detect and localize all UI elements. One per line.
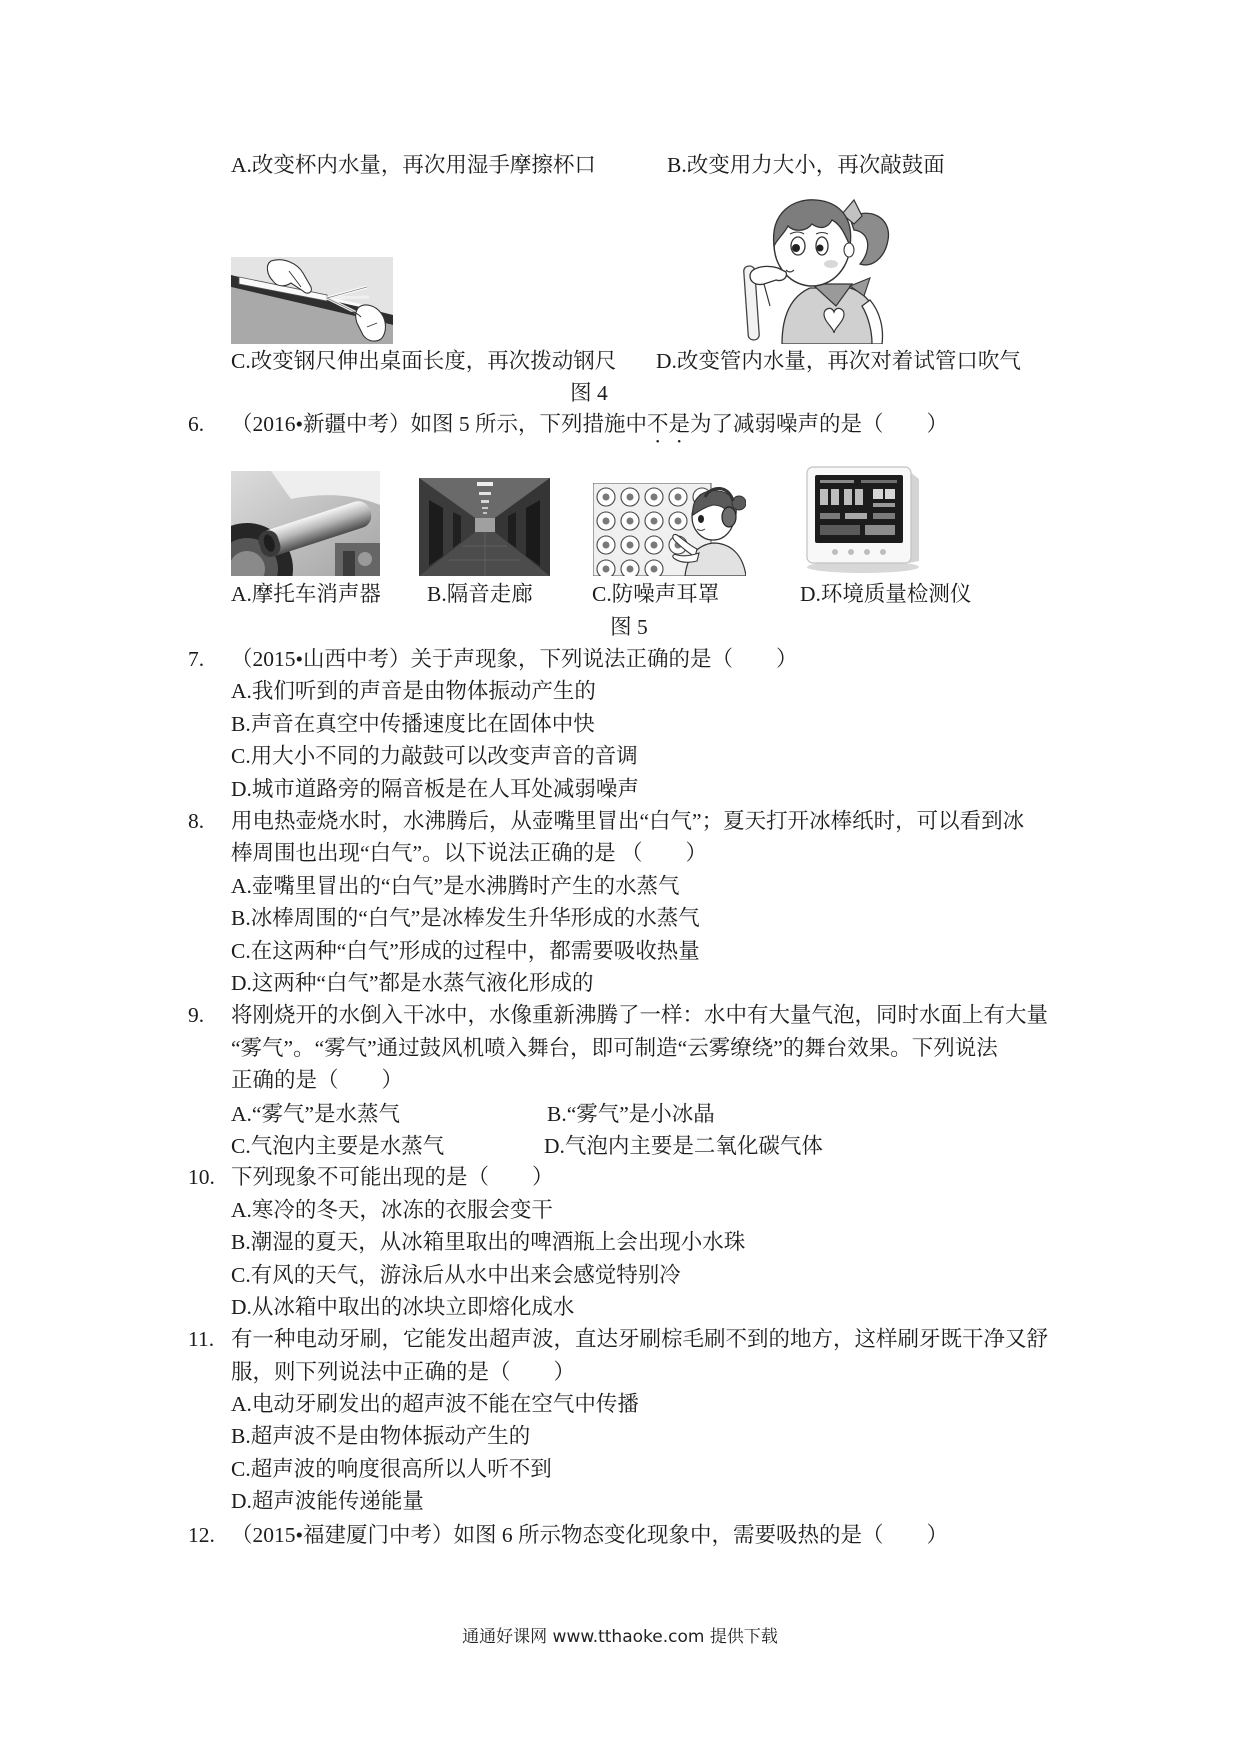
q10-option-c: C.有风的天气，游泳后从水中出来会感觉特别冷 xyxy=(231,1263,681,1287)
q6-stem-after: 为了减弱噪声的是（ ） xyxy=(690,412,949,436)
q8-option-a: A.壶嘴里冒出的“白气”是水沸腾时产生的水蒸气 xyxy=(231,874,680,898)
q8-stem-line-2: 棒周围也出现“白气”。以下说法正确的是 （ ） xyxy=(231,841,707,865)
q9-option-d: D.气泡内主要是二氧化碳气体 xyxy=(544,1134,823,1158)
q12-number: 12. xyxy=(188,1523,215,1547)
steel-ruler-image xyxy=(231,257,393,344)
fig4-option-d: D.改变管内水量，再次对着试管口吹气 xyxy=(656,349,1021,373)
corridor-end xyxy=(475,518,495,532)
q8-option-c: C.在这两种“白气”形成的过程中，都需要吸收热量 xyxy=(231,939,700,963)
soundproof-corridor-image xyxy=(419,478,550,576)
q9-stem-line-1: 将刚烧开的水倒入干冰中，水像重新沸腾了一样：水中有大量气泡，同时水面上有大量 xyxy=(231,1003,1049,1027)
girl-blowing-tube-image xyxy=(732,184,894,344)
q10-stem: 下列现象不可能出现的是（ ） xyxy=(231,1165,554,1189)
q9-number: 9. xyxy=(188,1003,205,1027)
environment-monitor-image xyxy=(795,461,927,576)
page-footer: 通通好课网 www.tthaoke.com 提供下载 xyxy=(462,1627,778,1647)
q11-stem-line-2: 服，则下列说法中正确的是（ ） xyxy=(231,1360,576,1384)
q7-stem: （2015•山西中考）关于声现象，下列说法正确的是（ ） xyxy=(231,647,798,671)
figure-5-caption: 图 5 xyxy=(610,615,648,639)
q7-option-d: D.城市道路旁的隔音板是在人耳处减弱噪声 xyxy=(231,777,639,801)
q11-number: 11. xyxy=(188,1327,215,1351)
fig5-label-b: B.隔音走廊 xyxy=(427,582,533,606)
q7-option-a: A.我们听到的声音是由物体振动产生的 xyxy=(231,679,596,703)
q8-option-d: D.这两种“白气”都是水蒸气液化形成的 xyxy=(231,971,594,995)
q7-number: 7. xyxy=(188,647,205,671)
q6-stem-emphasis: 不是 xyxy=(647,412,691,436)
q6-stem-before: （2016•新疆中考）如图 5 所示，下列措施中 xyxy=(231,412,648,436)
fig4-option-c: C.改变钢尺伸出桌面长度，再次拨动钢尺 xyxy=(231,349,617,373)
q9-option-c: C.气泡内主要是水蒸气 xyxy=(231,1134,445,1158)
motorcycle-muffler-image xyxy=(231,471,380,576)
fig4-option-b: B.改变用力大小，再次敲鼓面 xyxy=(667,153,945,177)
q8-number: 8. xyxy=(188,809,205,833)
q9-stem-line-2: “雾气”。“雾气”通过鼓风机喷入舞台，即可制造“云雾缭绕”的舞台效果。下列说法 xyxy=(231,1036,998,1060)
q8-option-b: B.冰棒周围的“白气”是冰棒发生升华形成的水蒸气 xyxy=(231,906,700,930)
fig5-label-a: A.摩托车消声器 xyxy=(231,582,381,606)
q8-stem-line-1: 用电热壶烧水时，水沸腾后，从壶嘴里冒出“白气”；夏天打开冰棒纸时，可以看到冰 xyxy=(231,809,1025,833)
q10-number: 10. xyxy=(188,1165,215,1189)
monitor-screen xyxy=(815,475,903,543)
fig5-label-c: C.防噪声耳罩 xyxy=(592,582,720,606)
q10-option-b: B.潮湿的夏天，从冰箱里取出的啤酒瓶上会出现小水珠 xyxy=(231,1230,746,1254)
q9-option-b: B.“雾气”是小冰晶 xyxy=(547,1102,715,1126)
q9-stem-line-3: 正确的是（ ） xyxy=(231,1068,404,1092)
q10-option-d: D.从冰箱中取出的冰块立即熔化成水 xyxy=(231,1295,575,1319)
earmuff-girl-image xyxy=(593,483,746,576)
q11-option-a: A.电动牙刷发出的超声波不能在空气中传播 xyxy=(231,1392,639,1416)
q11-option-b: B.超声波不是由物体振动产生的 xyxy=(231,1424,531,1448)
q11-option-d: D.超声波能传递能量 xyxy=(231,1489,424,1513)
engine-parts xyxy=(335,543,380,576)
q7-option-b: B.声音在真空中传播速度比在固体中快 xyxy=(231,712,595,736)
fig5-label-d: D.环境质量检测仪 xyxy=(800,582,972,606)
q11-option-c: C.超声波的响度很高所以人听不到 xyxy=(231,1457,552,1481)
q7-option-c: C.用大小不同的力敲鼓可以改变声音的音调 xyxy=(231,744,638,768)
q12-stem: （2015•福建厦门中考）如图 6 所示物态变化现象中，需要吸热的是（ ） xyxy=(231,1523,949,1547)
q11-stem-line-1: 有一种电动牙刷，它能发出超声波，直达牙刷棕毛刷不到的地方，这样刷牙既干净又舒 xyxy=(231,1327,1049,1351)
figure-4-caption: 图 4 xyxy=(570,381,608,405)
fig4-option-a: A.改变杯内水量，再次用湿手摩擦杯口 xyxy=(231,153,596,177)
q10-option-a: A.寒冷的冬天，冰冻的衣服会变干 xyxy=(231,1198,553,1222)
q6-stem xyxy=(231,412,948,436)
q9-option-a: A.“雾气”是水蒸气 xyxy=(231,1102,400,1126)
q6-number: 6. xyxy=(188,412,205,436)
